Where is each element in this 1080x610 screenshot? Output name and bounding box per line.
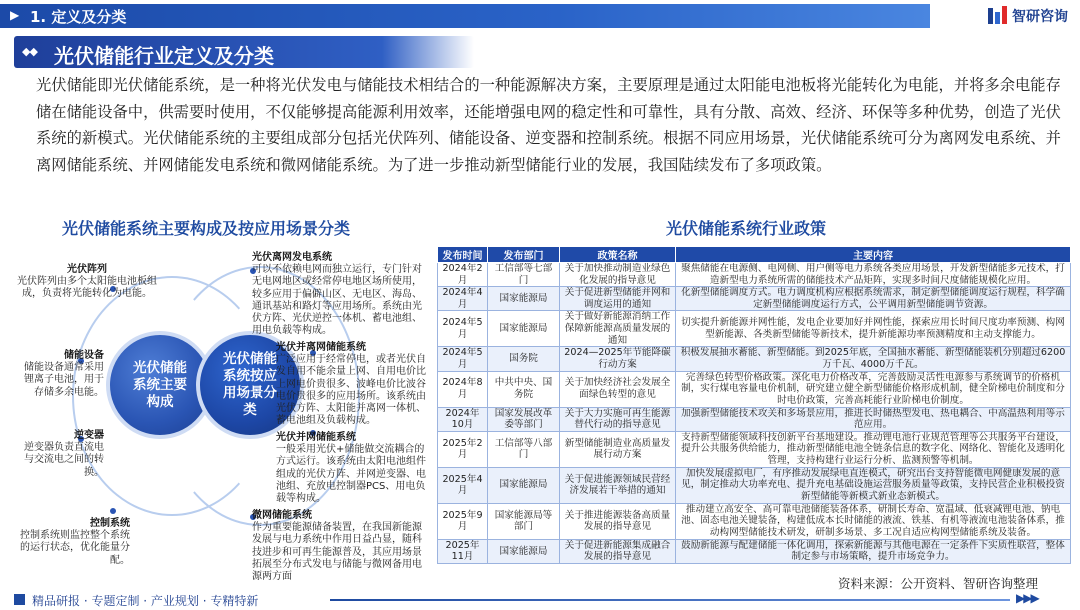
table-row xyxy=(438,371,1071,407)
table-cell: 2024年5月 xyxy=(438,347,488,371)
diagram-heading: 光伏储能系统主要构成及按应用场景分类 xyxy=(62,219,351,238)
table-cell: 2025年2月 xyxy=(438,431,488,467)
scenario-grid: 光伏并网储能系统 一般采用光伏+储能做交流耦合的方式运行。该系统由太阳电池组件组成的光伏方阵、并网逆变器、电池组、充放电控制器PCS、用电负载等构成。 xyxy=(276,432,426,505)
component-control: 控制系统 控制系统则监控整个系统的运行状态，优化能量分配。 xyxy=(20,518,130,566)
table-cell: 国家能源局 xyxy=(488,287,560,311)
table-cell: 2024—2025年节能降碳行动方案 xyxy=(560,347,676,371)
table-cell: 加快发展虚拟电厂，有序推动发展绿电直连模式，研究出台支持智能微电网健康发展的意见，制定推动大功率充电、提升充电基础设施运营服务质量等政策，支持民营企业积极投资新型储能等新模式新业态新模式。 xyxy=(676,467,1071,503)
column-header: 发布时间 xyxy=(438,247,488,263)
table-cell: 化新型储能调度方式。电力调度机构应根据系统需求，制定新型储能调度运行规程，科学确定新型储能调度运行方式，公平调用新型储能调节资源。 xyxy=(676,287,1071,311)
table-row xyxy=(438,263,1071,287)
table-cell: 2024年8月 xyxy=(438,371,488,407)
table-cell: 2024年10月 xyxy=(438,407,488,431)
table-row xyxy=(438,287,1071,311)
table-cell: 鼓励新能源与配建储能一体化调用，探索新能源与其他电源在一定条件下实质性联营，整体制定参与市场策略，提升市场竞争力。 xyxy=(676,539,1071,563)
table-cell: 聚焦储能在电源侧、电网侧、用户侧等电力系统各类应用场景，开发新型储能多元技术，打造新型电力系统所需的储能技术产品矩阵，实现多时间尺度储能规模化应用。 xyxy=(676,263,1071,287)
table-cell: 关于加快推动制造业绿色化发展的指导意见 xyxy=(560,263,676,287)
brand-logo xyxy=(988,5,1068,27)
table-row xyxy=(438,467,1071,503)
table-cell: 关于加快经济社会发展全面绿色转型的意见 xyxy=(560,371,676,407)
table-cell: 关于促进新型储能并网和调度运用的通知 xyxy=(560,287,676,311)
header-bar xyxy=(0,0,1080,32)
table-cell: 2025年11月 xyxy=(438,539,488,563)
table-cell: 2025年9月 xyxy=(438,503,488,539)
source-note: 资料来源：公开资料、智研咨询整理 xyxy=(838,576,1039,591)
table-cell: 国家能源局 xyxy=(488,311,560,347)
table-row xyxy=(438,431,1071,467)
center-circle-composition: 光伏储能系统主要构成 xyxy=(106,331,214,439)
footer-divider xyxy=(330,599,1010,601)
table-cell: 关于推进能源装备高质量发展的指导意见 xyxy=(560,503,676,539)
table-cell: 支持新型储能领域科技创新平台基地建设。推动锂电池行业规范管理等公共服务平台建设，提升公共服务供给能力，推动新型储能电池全链条信息的数字化、网络化、智能化及透明化管理，支持构建行业运行分析、监测预警等机制。 xyxy=(676,431,1071,467)
composition-diagram xyxy=(10,246,430,586)
connector-dot xyxy=(110,508,116,514)
table-row xyxy=(438,347,1071,371)
table-row xyxy=(438,311,1071,347)
diamonds-icon: ◆◆ xyxy=(22,45,37,58)
column-header: 政策名称 xyxy=(560,247,676,263)
component-inverter: 逆变器 逆变器负责直流电与交流电之间的转换。 xyxy=(24,430,104,478)
brand-name: 智研咨询 xyxy=(1012,9,1068,25)
table-cell: 完善绿色转型价格政策。深化电力价格改革，完善鼓励灵活性电源参与系统调节的价格机制，实行煤电容量电价机制，研究建立健全新型储能价格形成机制，健全阶梯电价制度和分时电价政策，完善高耗能行业阶梯电价制度。 xyxy=(676,371,1071,407)
table-cell: 切实提升新能源并网性能，发电企业要加好并网性能，探索应用长时间尺度功率预测、构网型新能源、各类新型储能等新技术，提升新能源功率预测精度和主动支撑能力。 xyxy=(676,311,1071,347)
table-cell: 关于大力实施可再生能源替代行动的指导意见 xyxy=(560,407,676,431)
column-header: 发布部门 xyxy=(488,247,560,263)
footer-bar xyxy=(0,588,1080,610)
table-cell: 新型储能制造业高质量发展行动方案 xyxy=(560,431,676,467)
table-cell: 中共中央、国务院 xyxy=(488,371,560,407)
table-cell: 2024年2月 xyxy=(438,263,488,287)
table-cell: 国家能源局等部门 xyxy=(488,503,560,539)
column-header: 主要内容 xyxy=(676,247,1071,263)
table-cell: 2024年4月 xyxy=(438,287,488,311)
header-blue-bar xyxy=(0,4,930,28)
table-cell: 推动建立高安全、高可靠电池储能装备体系，研制长寿命、宽温域、低衰减锂电池、钠电池、固态电池关键装备，构建低成本长时储能的液流、铁基、有机等液流电池装备体系，推动构网型储能技术研发，研制多场景、多工况自适应构网型储能系统及装备。 xyxy=(676,503,1071,539)
table-row xyxy=(438,503,1071,539)
table-cell: 国务院 xyxy=(488,347,560,371)
table-row xyxy=(438,539,1071,563)
table-cell: 国家能源局 xyxy=(488,539,560,563)
intro-paragraph: 光伏储能即光伏储能系统，是一种将光伏发电与储能技术相结合的一种能源解决方案，主要原理是通过太阳能电池板将光能转化为电能，并将多余电能存储在储能设备中，供需要时使用，不仅能够提高能源利用效率，还能增强电网的稳定性和可靠性，具有分散、高效、经济、环保等多种优势，创造了光伏系统的新模式。光伏储能系统的主要组成部分包括光伏阵列、储能设备、逆变器和控制系统。根据不同应用场景，光伏储能系统可分为离网发电系统、并离网储能系统、并网储能发电系统和微网储能系统。为了进一步推动新型储能行业的发展，我国陆续发布了多项政策。 xyxy=(36,76,1061,174)
policy-heading: 光伏储能系统行业政策 xyxy=(666,219,827,238)
table-row xyxy=(438,407,1071,431)
table-cell: 积极发展抽水蓄能、新型储能。到2025年底，全国抽水蓄能、新型储能装机分别超过6200万千瓦、4000万千瓦。 xyxy=(676,347,1071,371)
table-cell: 加强新型储能技术攻关和多场景应用，推进长时储热型发电、热电耦合、中高温热利用等示范应用。 xyxy=(676,407,1071,431)
table-cell: 国家发展改革委等部门 xyxy=(488,407,560,431)
page-title: 光伏储能行业定义及分类 xyxy=(54,44,274,68)
center-circle-scenarios: 光伏储能系统按应用场景分类 xyxy=(196,331,304,439)
table-cell: 工信部等八部门 xyxy=(488,431,560,467)
scenario-microgrid: 微网储能系统 作为重要能源储备装置，在我国新能源发展与电力系统中作用日益凸显，随科技进步和可再生能源普及，其应用场景拓展至分布式发电与储能与微网备用电源两方面 xyxy=(252,510,422,583)
brand-logo-icon xyxy=(988,6,1008,26)
policy-table xyxy=(437,246,1071,564)
table-cell: 关于做好新能源消纳工作保障新能源高质量发展的通知 xyxy=(560,311,676,347)
table-cell: 2025年4月 xyxy=(438,467,488,503)
table-header-row xyxy=(438,247,1071,263)
section-title: 1. 定义及分类 xyxy=(30,8,127,26)
table-cell: 工信部等七部门 xyxy=(488,263,560,287)
table-cell: 国家能源局 xyxy=(488,467,560,503)
component-pv-array: 光伏阵列 光伏阵列由多个太阳能电池板组成，负责将光能转化为电能。 xyxy=(17,264,157,300)
table-cell: 关于促进能源领域民营经济发展若干举措的通知 xyxy=(560,467,676,503)
scenario-grid-offgrid: 光伏并离网储能系统 广泛应用于经常停电，或者光伏自发自用不能余量上网、自用电价比上网电价贵很多、波峰电价比波谷电价贵很多的应用场所。该系统由光伏方阵、太阳能并离网一体机、蓄电池组及负载构成。 xyxy=(276,342,426,427)
chevron-right-icon: ▶ xyxy=(10,8,20,22)
scenario-offgrid: 光伏离网发电系统 可以不依赖电网而独立运行，专门针对无电网地区或经常停电地区场所使用，较多应用于偏僻山区、无电区、海岛、通讯基站和路灯等应用场所。系统由光伏方阵、光伏逆控一体机、蓄电池组、用电负载等构成。 xyxy=(252,252,422,337)
double-chevron-right-icon: ▶▶▶ xyxy=(1016,591,1038,605)
component-storage: 储能设备 储能设备通常采用锂离子电池，用于存储多余电能。 xyxy=(24,350,104,398)
footer-square-icon xyxy=(14,594,25,605)
table-cell: 关于促进新能源集成融合发展的指导意见 xyxy=(560,539,676,563)
table-cell: 2024年5月 xyxy=(438,311,488,347)
page-title-ribbon xyxy=(14,36,474,68)
footer-text: 精品研报 · 专题定制 · 产业规划 · 专精特新 xyxy=(32,594,259,608)
